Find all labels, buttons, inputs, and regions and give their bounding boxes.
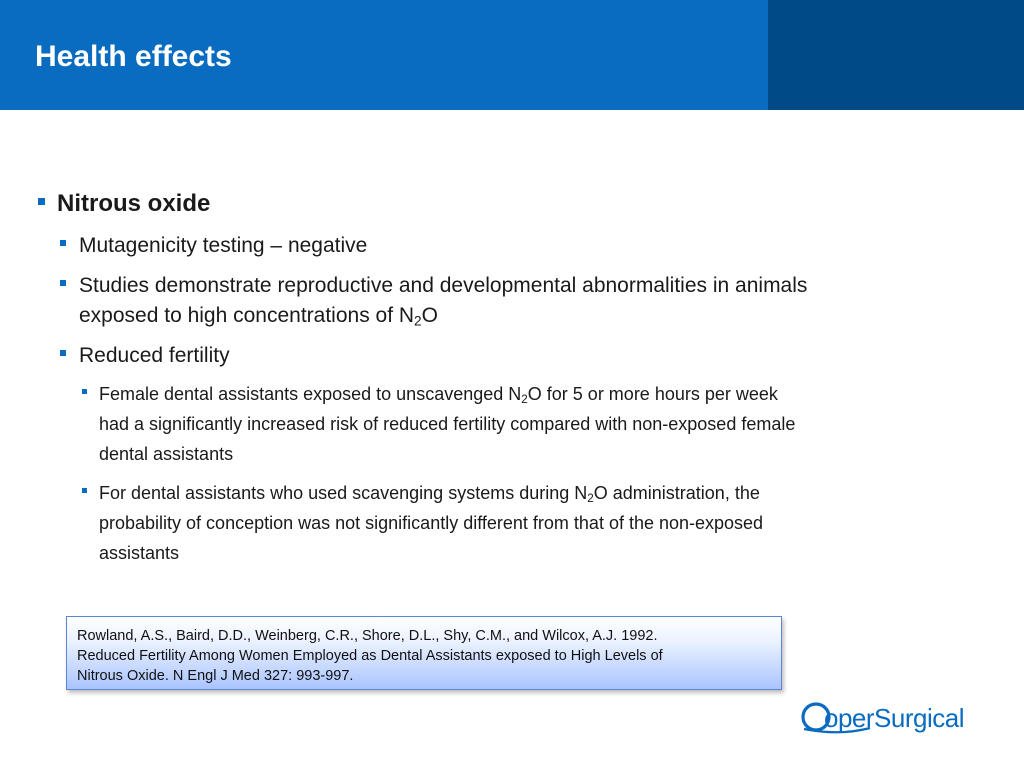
sub-bullet-scavenging-line1: For dental assistants who used scavenging systems during $N_2O$ administration, the	[99, 483, 760, 505]
bullet-square-icon	[60, 350, 66, 356]
title-bar-accent	[768, 0, 1024, 110]
sub-bullet-female-line2: had a significantly increased risk of reduced fertility compared with non-exposed female	[99, 414, 796, 434]
citation-box	[66, 616, 782, 690]
sub-bullet-female-line3: dental assistants	[99, 444, 234, 464]
bullet-nitrous-oxide: Nitrous oxide	[57, 190, 211, 217]
bullet-square-icon	[60, 240, 66, 246]
bullet-reduced-fertility: Reduced fertility	[79, 344, 230, 367]
sub-bullet-scavenging-line3: assistants	[99, 543, 180, 563]
bullet-mutagenicity: Mutagenicity testing – negative	[79, 234, 368, 257]
bullet-square-icon	[82, 488, 87, 493]
citation-line: Nitrous Oxide. N Engl J Med 327: 993-997.	[77, 668, 354, 684]
bullet-square-icon	[82, 389, 87, 394]
bullet-studies-line2: exposed to high concentrations of $N_2O$	[79, 304, 438, 329]
bullet-square-icon	[38, 198, 45, 205]
citation-line: Rowland, A.S., Baird, D.D., Weinberg, C.R., Shore, D.L., Shy, C.M., and Wilcox, A.J. 1992.	[77, 628, 658, 644]
bullet-studies-line1: Studies demonstrate reproductive and developmental abnormalities in animals	[79, 274, 808, 297]
slide-title: Health effects	[35, 40, 232, 73]
sub-bullet-scavenging-line2: probability of conception was not significantly different from that of the non-exposed	[99, 513, 764, 533]
sub-bullet-female-line1: Female dental assistants exposed to unscavenged $N_2O$ for 5 or more hours per week	[99, 384, 778, 406]
bullet-square-icon	[60, 280, 66, 286]
coopersurgical-logo	[800, 698, 992, 738]
citation-line: Reduced Fertility Among Women Employed as Dental Assistants exposed to High Levels of	[77, 648, 663, 664]
svg-text:operSurgical: operSurgical	[824, 703, 964, 733]
